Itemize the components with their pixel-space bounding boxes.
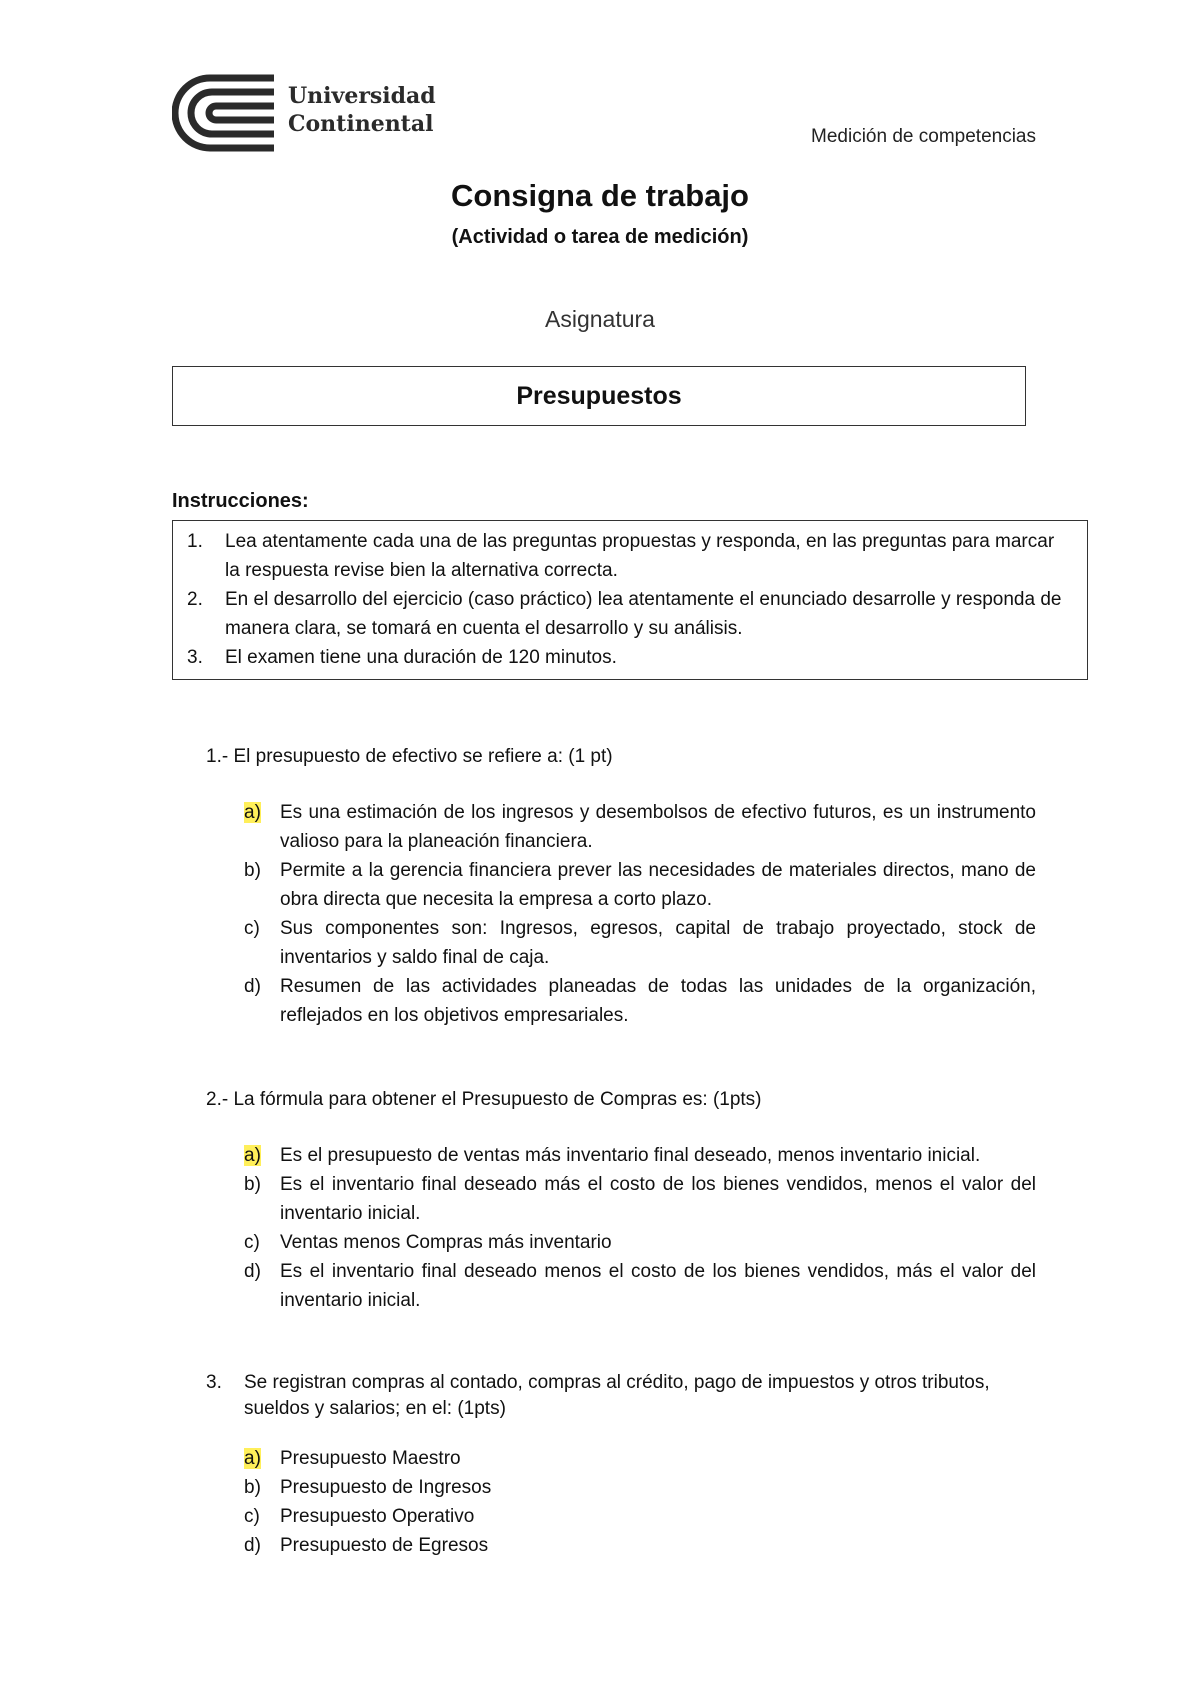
- question-text: 2.- La fórmula para obtener el Presupuesto de Compras es: (1pts): [206, 1089, 762, 1110]
- instruction-number: 3.: [187, 647, 203, 668]
- logo-line-1: Universidad: [288, 83, 436, 109]
- option-c[interactable]: [244, 1228, 1036, 1257]
- option-letter: b): [244, 860, 261, 881]
- question-text: Se registran compras al contado, compras al crédito, pago de impuestos y otros tributos, sueldos y salarios; en el: (1pts): [244, 1372, 990, 1419]
- option-b[interactable]: [244, 856, 1036, 914]
- option-text: Presupuesto Operativo: [280, 1506, 475, 1527]
- option-letter: d): [244, 1261, 261, 1282]
- instruction-item: [187, 527, 1071, 585]
- option-a[interactable]: [244, 1141, 1036, 1170]
- question-line: [206, 1370, 1036, 1422]
- option-letter: c): [244, 1232, 260, 1253]
- option-text: Presupuesto Maestro: [280, 1448, 461, 1469]
- instruction-number: 1.: [187, 531, 203, 552]
- question-number: 3.: [206, 1372, 222, 1393]
- option-a[interactable]: [244, 798, 1036, 856]
- option-letter: a): [244, 1448, 261, 1469]
- option-letter: c): [244, 1506, 260, 1527]
- subject-label: Asignatura: [545, 306, 655, 332]
- instruction-text: Lea atentamente cada una de las preguntas propuestas y responda, en las preguntas para marcar la respuesta revise bien la alternativa correcta.: [225, 531, 1055, 581]
- option-d[interactable]: [244, 1531, 1036, 1560]
- instructions-heading: Instrucciones:: [172, 490, 309, 512]
- options-list: [244, 798, 1036, 1030]
- option-b[interactable]: [244, 1170, 1036, 1228]
- option-d[interactable]: [244, 972, 1036, 1030]
- option-letter: b): [244, 1174, 261, 1195]
- instruction-item: [187, 643, 1071, 672]
- option-text: Permite a la gerencia financiera prever las necesidades de materiales directos, mano de obra directa que necesita la empresa a corto plazo.: [280, 860, 1036, 910]
- option-d[interactable]: [244, 1257, 1036, 1315]
- option-letter: a): [244, 802, 261, 823]
- option-letter: b): [244, 1477, 261, 1498]
- option-text: Ventas menos Compras más inventario: [280, 1232, 612, 1253]
- option-text: Es una estimación de los ingresos y desembolsos de efectivo futuros, es un instrumento valioso para la planeación financiera.: [280, 802, 1036, 852]
- instruction-item: [187, 585, 1071, 643]
- option-text: Es el presupuesto de ventas más inventario final deseado, menos inventario inicial.: [280, 1145, 981, 1166]
- option-text: Presupuesto de Egresos: [280, 1535, 489, 1556]
- instruction-text: El examen tiene una duración de 120 minutos.: [225, 647, 617, 668]
- option-letter: a): [244, 1145, 261, 1166]
- instructions-box: [172, 520, 1088, 680]
- page-title: Consigna de trabajo: [451, 178, 749, 213]
- question-1: [206, 744, 1036, 1030]
- option-letter: d): [244, 1535, 261, 1556]
- option-text: Resumen de las actividades planeadas de todas las unidades de la organización, reflejados en los objetivos empresariales.: [280, 976, 1036, 1026]
- option-c[interactable]: [244, 1502, 1036, 1531]
- logo-mark-icon: [172, 74, 276, 152]
- options-list: [244, 1141, 1036, 1315]
- subject-box: [172, 366, 1026, 426]
- instruction-text: En el desarrollo del ejercicio (caso práctico) lea atentamente el enunciado desarrolle y responda de manera clara, se tomará en cuenta el desarrollo y su análisis.: [225, 589, 1062, 639]
- option-text: Es el inventario final deseado menos el costo de los bienes vendidos, más el valor del inventario inicial.: [280, 1261, 1036, 1311]
- option-c[interactable]: [244, 914, 1036, 972]
- option-letter: d): [244, 976, 261, 997]
- logo-text: [288, 82, 436, 138]
- instruction-number: 2.: [187, 589, 203, 610]
- options-list: [244, 1444, 1036, 1560]
- option-text: Sus componentes son: Ingresos, egresos, capital de trabajo proyectado, stock de inventarios y saldo final de caja.: [280, 918, 1036, 968]
- option-text: Es el inventario final deseado más el costo de los bienes vendidos, menos el valor del inventario inicial.: [280, 1174, 1036, 1224]
- question-2: [206, 1087, 1036, 1315]
- question-text: 1.- El presupuesto de efectivo se refiere a: (1 pt): [206, 746, 613, 767]
- option-letter: c): [244, 918, 260, 939]
- option-a[interactable]: [244, 1444, 1036, 1473]
- subject-name: Presupuestos: [516, 381, 682, 410]
- option-b[interactable]: [244, 1473, 1036, 1502]
- page-subtitle: (Actividad o tarea de medición): [451, 226, 749, 248]
- question-3: [206, 1370, 1036, 1560]
- university-logo: [172, 74, 472, 154]
- header-subtitle: Medición de competencias: [811, 126, 1036, 147]
- logo-line-2: Continental: [288, 111, 434, 137]
- option-text: Presupuesto de Ingresos: [280, 1477, 492, 1498]
